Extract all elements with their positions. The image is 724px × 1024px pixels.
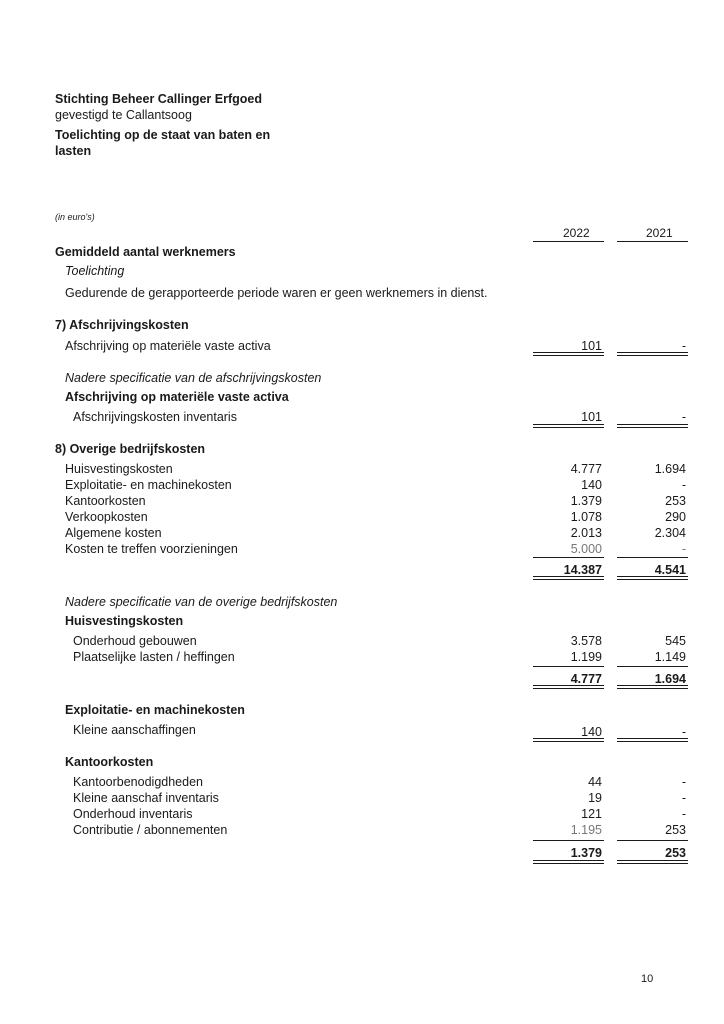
depreciation-spec-row-2021: - [681, 410, 686, 424]
other-costs-row-2022: 5.000 [570, 542, 602, 556]
office-row-2021: - [681, 791, 686, 805]
office-row-2022: 44 [588, 775, 602, 789]
other-costs-row-2022: 140 [581, 478, 602, 492]
depreciation-row-label: Afschrijving op materiële vaste activa [65, 339, 271, 353]
depreciation-row-2021: - [681, 339, 686, 353]
double-underline [533, 860, 604, 864]
office-row-label: Kleine aanschaf inventaris [73, 791, 219, 805]
double-underline [533, 424, 604, 428]
employees-heading: Gemiddeld aantal werknemers [55, 245, 236, 259]
depreciation-spec-title: Nadere specificatie van de afschrijvingskosten [65, 371, 322, 385]
housing-row-label: Plaatselijke lasten / heffingen [73, 650, 235, 664]
office-row-label: Onderhoud inventaris [73, 807, 193, 821]
office-row-2022: 19 [588, 791, 602, 805]
document-title-line-2: lasten [55, 144, 92, 158]
subtotal-line [617, 666, 688, 667]
exploitation-heading: Exploitatie- en machinekosten [65, 703, 245, 717]
page-number: 10 [641, 973, 654, 985]
double-underline [617, 576, 688, 580]
exploitation-row-2021: - [681, 725, 686, 739]
office-row-2022: 1.195 [570, 823, 602, 837]
other-costs-row-label: Kosten te treffen voorzieningen [65, 542, 238, 556]
office-row-2021: - [681, 775, 686, 789]
double-underline [617, 685, 688, 689]
year-underline-2021 [617, 241, 688, 242]
other-costs-row-2021: 1.694 [654, 462, 686, 476]
double-underline [533, 738, 604, 742]
double-underline [617, 860, 688, 864]
other-costs-row-2022: 1.078 [570, 510, 602, 524]
exploitation-row-2022: 140 [581, 725, 602, 739]
year-header-2022: 2022 [563, 226, 590, 240]
organization-name: Stichting Beheer Callinger Erfgoed [55, 92, 262, 106]
depreciation-spec-row-2022: 101 [581, 410, 602, 424]
depreciation-row-2022: 101 [581, 339, 602, 353]
subtotal-line [533, 666, 604, 667]
depreciation-spec-row-label: Afschrijvingskosten inventaris [73, 410, 237, 424]
other-costs-spec-title: Nadere specificatie van de overige bedrijfskosten [65, 595, 338, 609]
office-row-2021: - [681, 807, 686, 821]
housing-total-2022: 4.777 [570, 672, 602, 686]
other-costs-row-2021: 253 [665, 494, 686, 508]
other-costs-row-2022: 1.379 [570, 494, 602, 508]
other-costs-row-label: Huisvestingskosten [65, 462, 173, 476]
year-underline-2022 [533, 241, 604, 242]
other-costs-row-label: Exploitatie- en machinekosten [65, 478, 232, 492]
other-costs-row-label: Kantoorkosten [65, 494, 146, 508]
housing-row-2022: 3.578 [570, 634, 602, 648]
double-underline [617, 738, 688, 742]
subtotal-line [617, 557, 688, 558]
office-row-label: Contributie / abonnementen [73, 823, 228, 837]
depreciation-spec-heading: Afschrijving op materiële vaste activa [65, 390, 289, 404]
office-row-2022: 121 [581, 807, 602, 821]
other-costs-row-label: Algemene kosten [65, 526, 162, 540]
office-total-2022: 1.379 [570, 846, 602, 860]
other-costs-row-2021: 2.304 [654, 526, 686, 540]
unit-note: (in euro's) [55, 212, 95, 222]
housing-heading: Huisvestingskosten [65, 614, 184, 628]
depreciation-heading: 7) Afschrijvingskosten [55, 318, 189, 332]
office-heading: Kantoorkosten [65, 755, 154, 769]
housing-total-2021: 1.694 [654, 672, 686, 686]
office-row-2021: 253 [665, 823, 686, 837]
housing-row-2021: 1.149 [654, 650, 686, 664]
double-underline [617, 352, 688, 356]
double-underline [533, 685, 604, 689]
exploitation-row-label: Kleine aanschaffingen [73, 723, 196, 737]
double-underline [533, 576, 604, 580]
other-costs-row-2021: - [681, 542, 686, 556]
subtotal-line [617, 840, 688, 841]
document-title-line-1: Toelichting op de staat van baten en [55, 128, 271, 142]
subtotal-line [533, 840, 604, 841]
double-underline [617, 424, 688, 428]
year-header-2021: 2021 [646, 226, 673, 240]
other-costs-row-2021: 290 [665, 510, 686, 524]
office-total-2021: 253 [665, 846, 686, 860]
other-costs-row-2022: 4.777 [570, 462, 602, 476]
housing-row-label: Onderhoud gebouwen [73, 634, 197, 648]
other-costs-total-2021: 4.541 [654, 563, 686, 577]
double-underline [533, 352, 604, 356]
other-costs-row-2022: 2.013 [570, 526, 602, 540]
housing-row-2022: 1.199 [570, 650, 602, 664]
other-costs-total-2022: 14.387 [563, 563, 602, 577]
office-row-label: Kantoorbenodigdheden [73, 775, 203, 789]
employees-subheading: Toelichting [65, 264, 125, 278]
housing-row-2021: 545 [665, 634, 686, 648]
organization-location: gevestigd te Callantsoog [55, 108, 192, 122]
employees-text: Gedurende de gerapporteerde periode waren er geen werknemers in dienst. [65, 286, 488, 300]
subtotal-line [533, 557, 604, 558]
other-costs-heading: 8) Overige bedrijfskosten [55, 442, 206, 456]
other-costs-row-2021: - [681, 478, 686, 492]
other-costs-row-label: Verkoopkosten [65, 510, 148, 524]
